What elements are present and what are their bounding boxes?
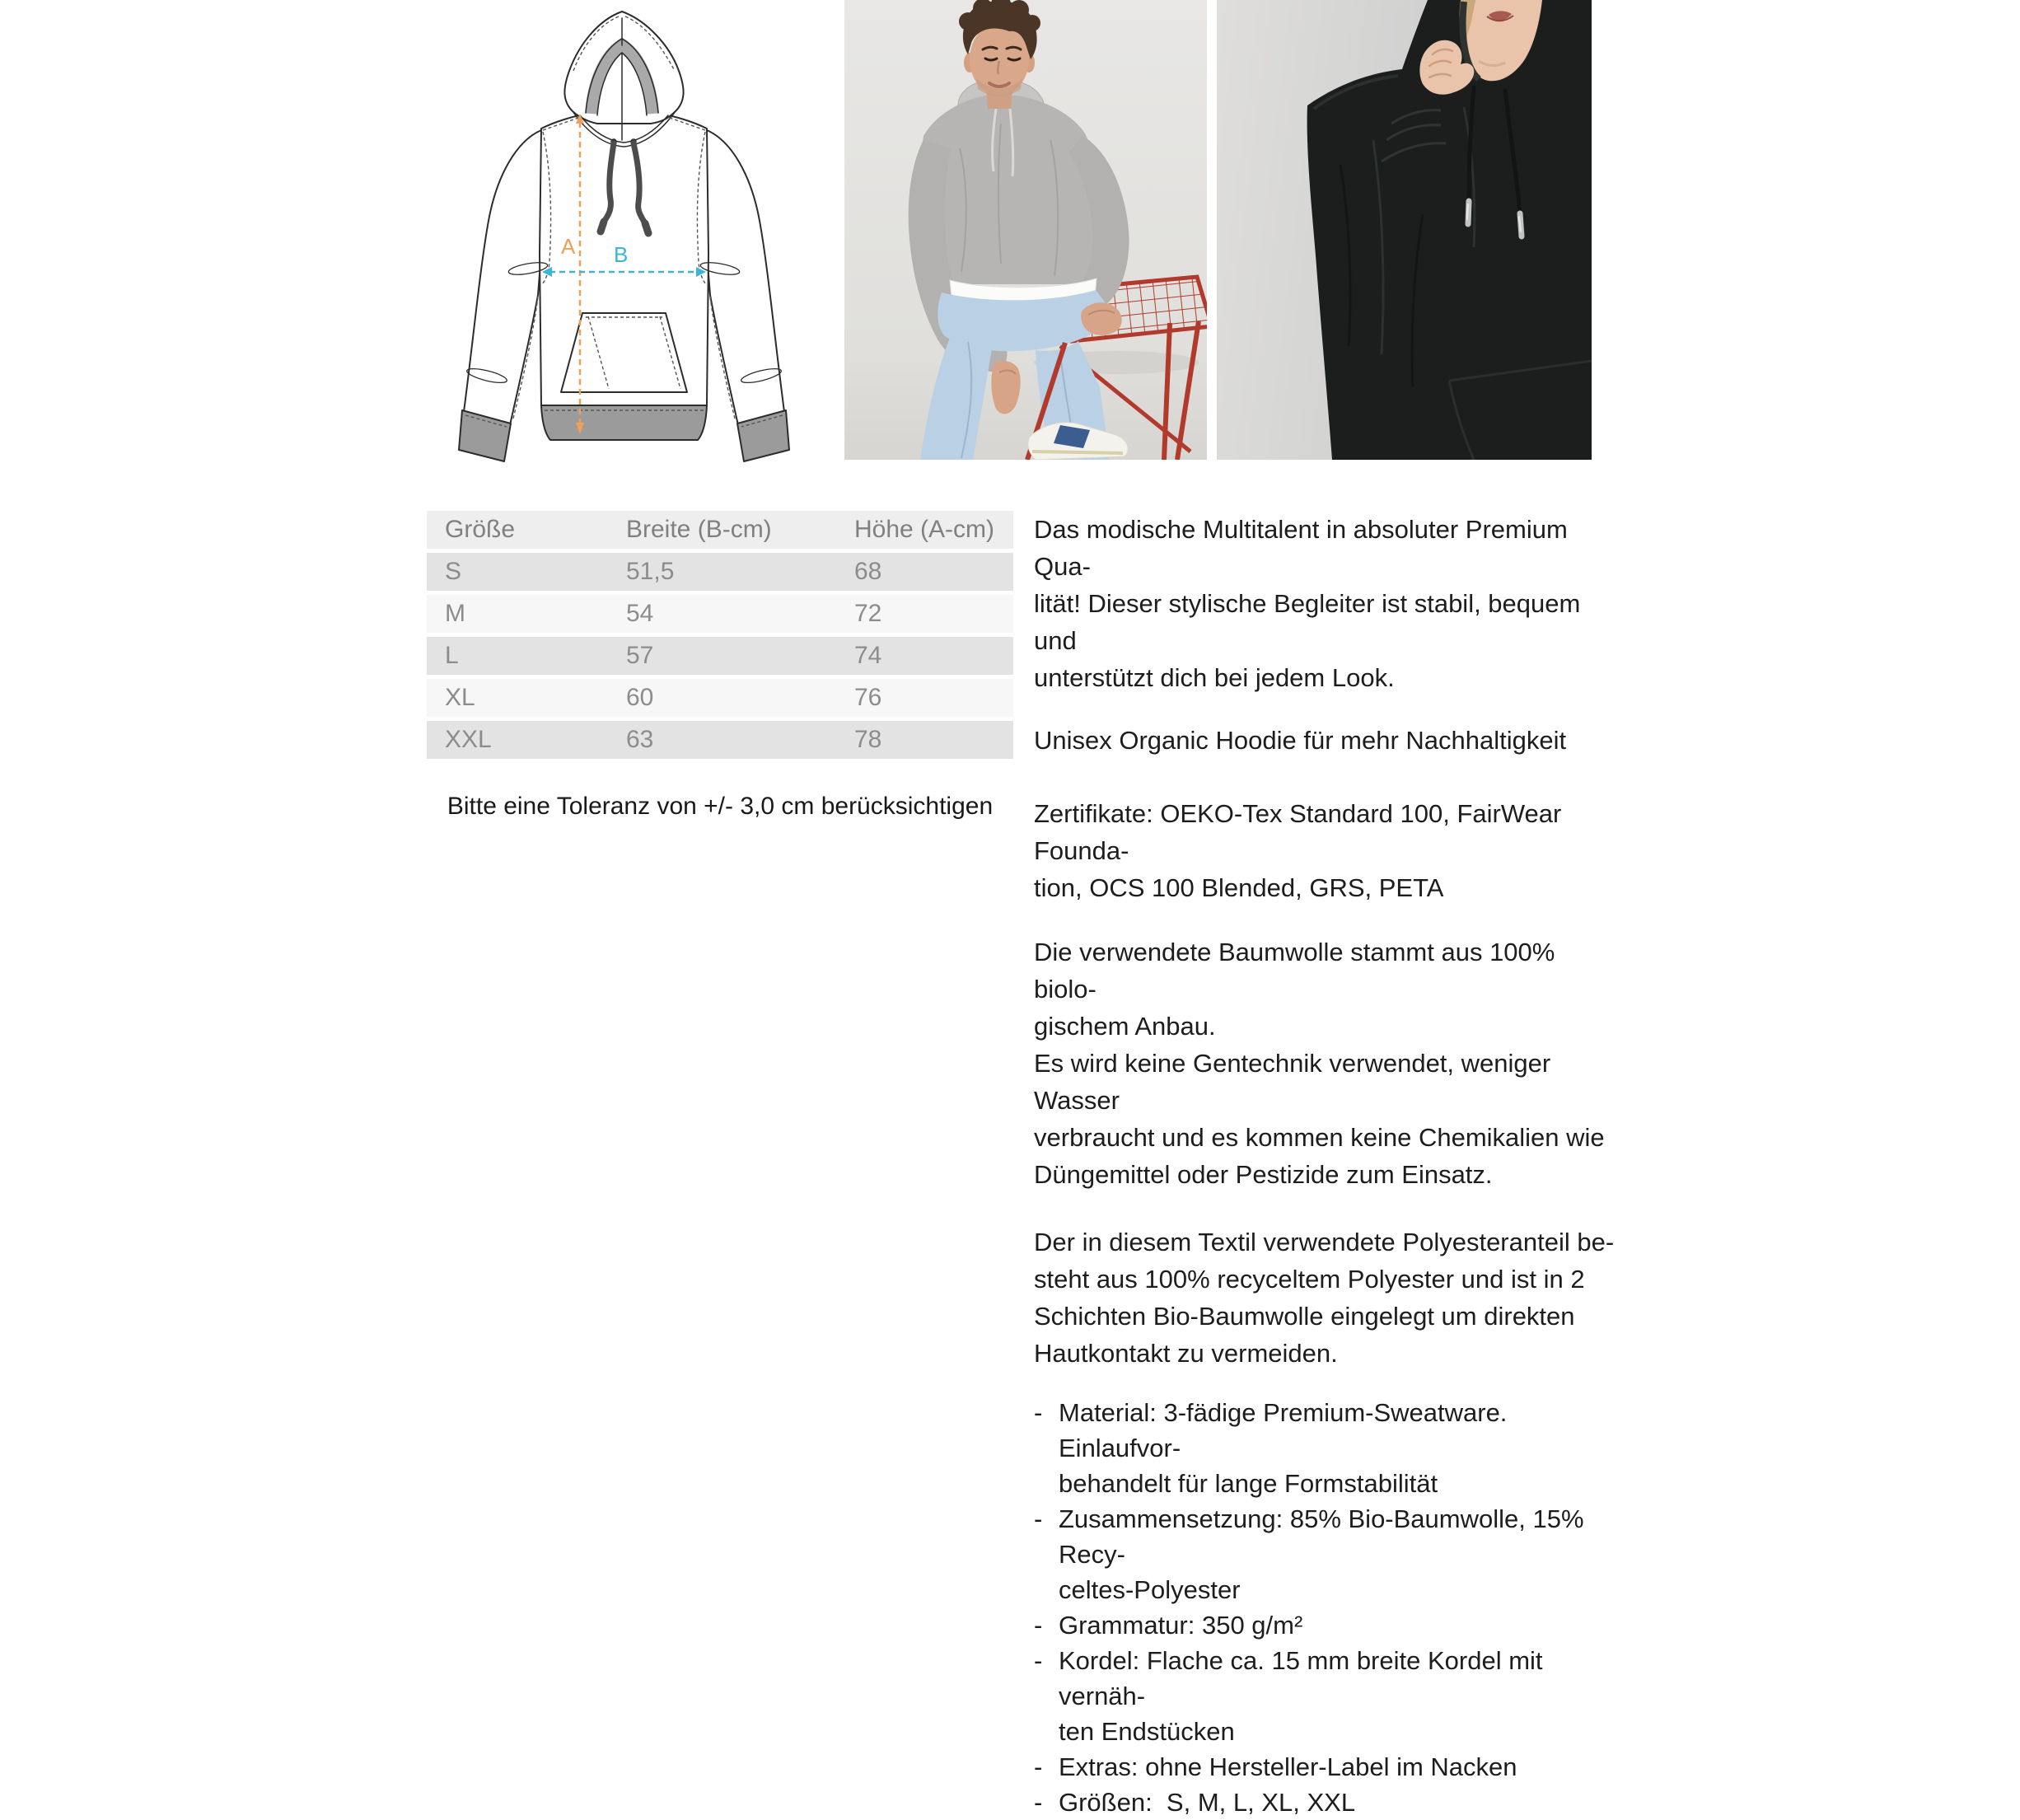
table-row-xxl bbox=[427, 721, 1013, 759]
cell-size: L bbox=[445, 642, 459, 669]
tolerance-note: Bitte eine Toleranz von +/- 3,0 cm berücksichtigen bbox=[447, 793, 994, 820]
cell-size: XL bbox=[445, 684, 475, 711]
bullet-groessen: - Größen: S, M, L, XL, XXL bbox=[1034, 1785, 1623, 1820]
bullet-dash: - bbox=[1034, 1398, 1043, 1427]
header-breite: Breite (B-cm) bbox=[626, 516, 772, 543]
cell-breite: 54 bbox=[626, 600, 654, 627]
cell-size: XXL bbox=[445, 726, 492, 753]
cell-breite: 60 bbox=[626, 684, 654, 711]
photo-male-model bbox=[844, 0, 1207, 460]
cell-hoehe: 78 bbox=[854, 726, 882, 753]
size-table bbox=[427, 511, 1013, 763]
table-row-l bbox=[427, 637, 1013, 675]
cell-breite: 57 bbox=[626, 642, 654, 669]
description-paragraph: Unisex Organic Hoodie für mehr Nachhaltigkeit bbox=[1034, 726, 1567, 755]
size-table-header bbox=[427, 511, 1013, 549]
bullet-dash: - bbox=[1034, 1752, 1043, 1781]
left-sleeve bbox=[464, 130, 541, 425]
bullet-kordel: - Kordel: Flache ca. 15 mm breite Kordel mit vernäh- ten Endstücken bbox=[1034, 1643, 1623, 1749]
bullet-dash: - bbox=[1034, 1788, 1043, 1817]
cell-hoehe: 76 bbox=[854, 684, 882, 711]
cell-hoehe: 72 bbox=[854, 600, 882, 627]
measure-a-label: A bbox=[561, 234, 576, 259]
photo-female-model bbox=[1217, 0, 1592, 460]
hem-band bbox=[541, 405, 707, 440]
cell-breite: 51,5 bbox=[626, 558, 675, 585]
female-model-illustration bbox=[1217, 0, 1592, 460]
bullet-material: - Material: 3-fädige Premium-Sweatware. Einlaufvor- behandelt für lange Formstabilität bbox=[1034, 1395, 1623, 1501]
hoodie-line-art bbox=[457, 7, 791, 464]
cell-size: M bbox=[445, 600, 465, 627]
table-row-xl bbox=[427, 679, 1013, 717]
product-description bbox=[1034, 511, 1623, 1820]
male-model-illustration bbox=[844, 0, 1207, 460]
bullet-dash: - bbox=[1034, 1611, 1043, 1640]
description-paragraph: Die verwendete Baumwolle stammt aus 100% biolo- gischem Anbau. Es wird keine Gentechnik verwendet, weniger Wasser verbraucht und es kommen keine Chemikalien wie Düngemittel oder Pestizide zum Einsatz. bbox=[1034, 938, 1605, 1189]
table-row-s bbox=[427, 553, 1013, 591]
description-paragraph: Der in diesem Textil verwendete Polyesteranteil be- steht aus 100% recyceltem Polyester und ist in 2 Schichten Bio-Baumwolle eingelegt um direkten Hautkontakt zu vermeiden. bbox=[1034, 1228, 1615, 1368]
bullet-extras: - Extras: ohne Hersteller-Label im Nacken bbox=[1034, 1749, 1623, 1785]
cell-size: S bbox=[445, 558, 462, 585]
cell-hoehe: 74 bbox=[854, 642, 882, 669]
bullet-dash: - bbox=[1034, 1504, 1043, 1533]
table-row-m bbox=[427, 595, 1013, 633]
measure-b-label: B bbox=[614, 242, 629, 267]
hoodie-measurement-diagram bbox=[457, 7, 791, 464]
description-paragraph: Zertifikate: OEKO-Tex Standard 100, FairWear Founda- tion, OCS 100 Blended, GRS, PETA bbox=[1034, 799, 1562, 902]
hood bbox=[564, 12, 683, 124]
cell-hoehe: 68 bbox=[854, 558, 882, 585]
bullet-zusammensetzung: - Zusammensetzung: 85% Bio-Baumwolle, 15% Recy- celtes-Polyester bbox=[1034, 1501, 1623, 1607]
right-sleeve bbox=[707, 130, 784, 425]
bullet-grammatur: - Grammatur: 350 g/m² bbox=[1034, 1607, 1623, 1643]
description-paragraph: Das modische Multitalent in absoluter Premium Qua- lität! Dieser stylische Begleiter ist stabil, bequem und unterstützt dich bei jedem Look. bbox=[1034, 515, 1581, 692]
header-groesse: Größe bbox=[445, 516, 516, 543]
bullet-dash: - bbox=[1034, 1646, 1043, 1675]
cell-breite: 63 bbox=[626, 726, 654, 753]
header-hoehe: Höhe (A-cm) bbox=[854, 516, 995, 543]
